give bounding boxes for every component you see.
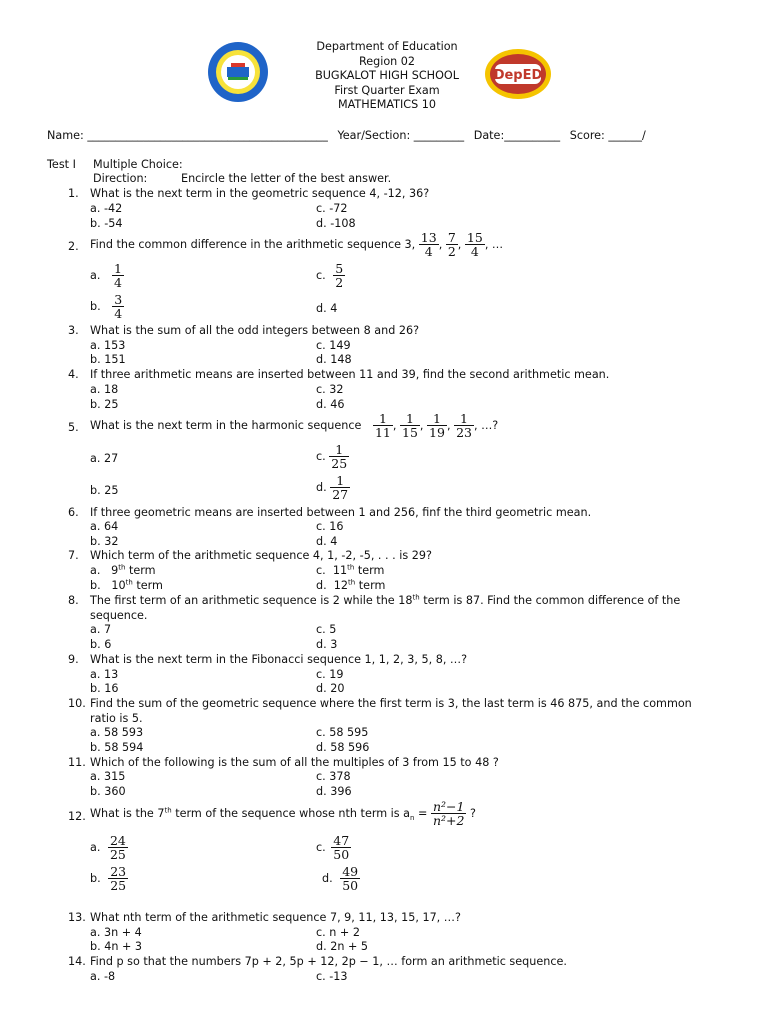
choice-d[interactable]: d. -108 (316, 217, 356, 230)
choice-a[interactable]: a. 315 (90, 770, 126, 783)
question-text-continued: sequence. (90, 609, 148, 622)
choice-a[interactable]: a. -42 (90, 202, 123, 215)
question-number: 11. (68, 756, 86, 769)
header-line-region: Region 02 (358, 54, 416, 68)
question-text: What nth term of the arithmetic sequence 7, 9, 11, 13, 15, 17, …? (90, 911, 461, 924)
question-text-continued: ratio is 5. (90, 712, 143, 725)
question-text: Find p so that the numbers 7p + 2, 5p + 12, 2p − 1, … form an arithmetic sequence. (90, 955, 567, 968)
question-text: If three arithmetic means are inserted between 11 and 39, find the second arithmetic mean. (90, 368, 610, 381)
choice-b[interactable]: b. -54 (90, 217, 123, 230)
choice-c[interactable]: c. n + 2 (316, 926, 360, 939)
school-seal-logo (207, 41, 269, 103)
choice-b[interactable]: b. $\frac{3}{4}$ (90, 292, 123, 322)
choice-a[interactable]: a. 153 (90, 339, 126, 352)
question-number: 3. (68, 324, 79, 337)
header-block (287, 40, 487, 113)
choice-b[interactable]: b. 360 (90, 785, 126, 798)
choice-d[interactable]: d. 4 (316, 535, 338, 548)
choice-a[interactable]: a. $\frac{1}{4}$ (90, 261, 122, 291)
choice-a[interactable]: a. 27 (90, 452, 119, 465)
deped-logo (483, 44, 553, 100)
choice-d[interactable]: d. 4 (316, 302, 338, 315)
question-number: 7. (68, 549, 79, 562)
header-line-school: BUGKALOT HIGH SCHOOL (315, 69, 459, 83)
score-field[interactable]: Score: ______/ (569, 129, 646, 142)
test-label: Test I (47, 158, 76, 171)
choice-c[interactable]: c. 19 (316, 668, 344, 681)
question-text: Find the common difference in the arithmetic sequence 3, $\frac{13}{4}$ , $\frac{7}{2}$ , $\frac{15}{4}$ , … (90, 230, 504, 260)
name-field-line (47, 129, 646, 142)
choice-d[interactable]: d. 3 (316, 638, 338, 651)
svg-text:DepED: DepED (493, 68, 543, 83)
question-text: What is the next term in the geometric sequence 4, -12, 36? (90, 187, 430, 200)
choice-d[interactable]: d. $\frac{49}{50}$ (322, 864, 359, 894)
choice-c[interactable]: c. 58 595 (316, 726, 369, 739)
choice-b[interactable]: b. 25 (90, 484, 119, 497)
choice-d[interactable]: d. 396 (316, 785, 352, 798)
question-number: 2. (68, 240, 79, 253)
choice-c[interactable]: c. $\frac{47}{50}$ (316, 833, 350, 863)
question-text: What is the next term in the Fibonacci sequence 1, 1, 2, 3, 5, 8, …? (90, 653, 468, 666)
question-text: If three geometric means are inserted between 1 and 256, finf the third geometric mean. (90, 506, 592, 519)
choice-c[interactable]: c. 16 (316, 520, 344, 533)
sequence-term: $\frac{15}{4}$ (466, 230, 483, 260)
choice-a[interactable]: a. $\frac{24}{25}$ (90, 833, 126, 863)
choice-b[interactable]: b. 6 (90, 638, 112, 651)
choice-d[interactable]: d. 46 (316, 398, 345, 411)
direction-text: Encircle the letter of the best answer. (181, 172, 392, 185)
choice-d[interactable]: d. 58 596 (316, 741, 370, 754)
question-text: Which of the following is the sum of all the multiples of 3 from 15 to 48 ? (90, 756, 499, 769)
question-number: 13. (68, 911, 86, 924)
question-number: 12. (68, 810, 86, 823)
header-line-department: Department of Education (316, 40, 458, 53)
choice-b[interactable]: b. $\frac{23}{25}$ (90, 864, 127, 894)
choice-c[interactable]: c. 378 (316, 770, 351, 783)
choice-d[interactable]: d. 12th term (316, 578, 386, 592)
question-number: 14. (68, 955, 86, 968)
question-number: 6. (68, 506, 79, 519)
choice-a[interactable]: a. 3n + 4 (90, 926, 142, 939)
choice-b[interactable]: b. 16 (90, 682, 119, 695)
question-text: Which term of the arithmetic sequence 4, 1, -2, -5, . . . is 29? (90, 549, 432, 562)
question-number: 5. (68, 421, 79, 434)
choice-c[interactable]: c. 149 (316, 339, 351, 352)
choice-b[interactable]: b. 4n + 3 (90, 940, 143, 953)
choice-c[interactable]: c. 32 (316, 383, 344, 396)
choice-a[interactable]: a. -8 (90, 970, 116, 983)
name-field[interactable]: Name: ___________________________________________ (47, 129, 328, 142)
choice-c[interactable]: c. 5 (316, 623, 337, 636)
choice-c[interactable]: c. -13 (316, 970, 348, 983)
direction-label: Direction: (93, 172, 148, 185)
question-text: What is the next term in the harmonic sequence $\frac{1}{11}$ , $\frac{1}{15}$ , $\frac{1}{19}$ , $\frac{1}{23}$ , …? (90, 411, 499, 441)
choice-d[interactable]: d. 2n + 5 (316, 940, 369, 953)
sequence-term: $\frac{7}{2}$ (447, 230, 456, 260)
header-line-subject: MATHEMATICS 10 (337, 98, 437, 112)
choice-c[interactable]: c. $\frac{1}{25}$ (316, 442, 348, 472)
question-number: 4. (68, 368, 79, 381)
choice-a[interactable]: a. 18 (90, 383, 119, 396)
question-number: 9. (68, 653, 79, 666)
choice-d[interactable]: d. 20 (316, 682, 345, 695)
test-title: Multiple Choice: (93, 158, 183, 171)
question-text: What is the sum of all the odd integers between 8 and 26? (90, 324, 420, 337)
sequence-term: $\frac{13}{4}$ (420, 230, 437, 260)
question-number: 1. (68, 187, 79, 200)
choice-c[interactable]: c. 11th term (316, 563, 385, 577)
question-text: Find the sum of the geometric sequence where the first term is 3, the last term is 46 875, and the common (90, 697, 692, 710)
question-number: 10. (68, 697, 86, 710)
choice-c[interactable]: c. -72 (316, 202, 348, 215)
choice-b[interactable]: b. 25 (90, 398, 119, 411)
header-line-exam: First Quarter Exam (334, 83, 440, 97)
choice-d[interactable]: d. 148 (316, 353, 352, 366)
choice-a[interactable]: a. 64 (90, 520, 119, 533)
question-number: 8. (68, 594, 79, 607)
choice-b[interactable]: b. 10th term (90, 578, 163, 592)
choice-a[interactable]: a. 7 (90, 623, 112, 636)
date-field[interactable]: Date:__________ (473, 129, 561, 142)
choice-a[interactable]: a. 58 593 (90, 726, 144, 739)
choice-d[interactable]: d. $\frac{1}{27}$ (316, 473, 349, 503)
nth-term-formula: $\frac{\text{n²−1}}{\text{n²+2}}$ (432, 799, 465, 829)
choice-b[interactable]: b. 58 594 (90, 741, 144, 754)
question-text: What is the 7th term of the sequence whose nth term is $a_n$ = $\frac{\text{n²−1}}{\text{n²+2}}$ ? (90, 799, 476, 829)
choice-a[interactable]: a. 13 (90, 668, 119, 681)
question-text: The first term of an arithmetic sequence is 2 while the 18th term is 87. Find the common difference of the (90, 593, 681, 607)
choice-b[interactable]: b. 151 (90, 353, 126, 366)
choice-a[interactable]: a. 9th term (90, 563, 156, 577)
choice-c[interactable]: c. $\frac{5}{2}$ (316, 261, 344, 291)
choice-b[interactable]: b. 32 (90, 535, 119, 548)
year-section-field[interactable]: Year/Section: _________ (337, 129, 465, 142)
